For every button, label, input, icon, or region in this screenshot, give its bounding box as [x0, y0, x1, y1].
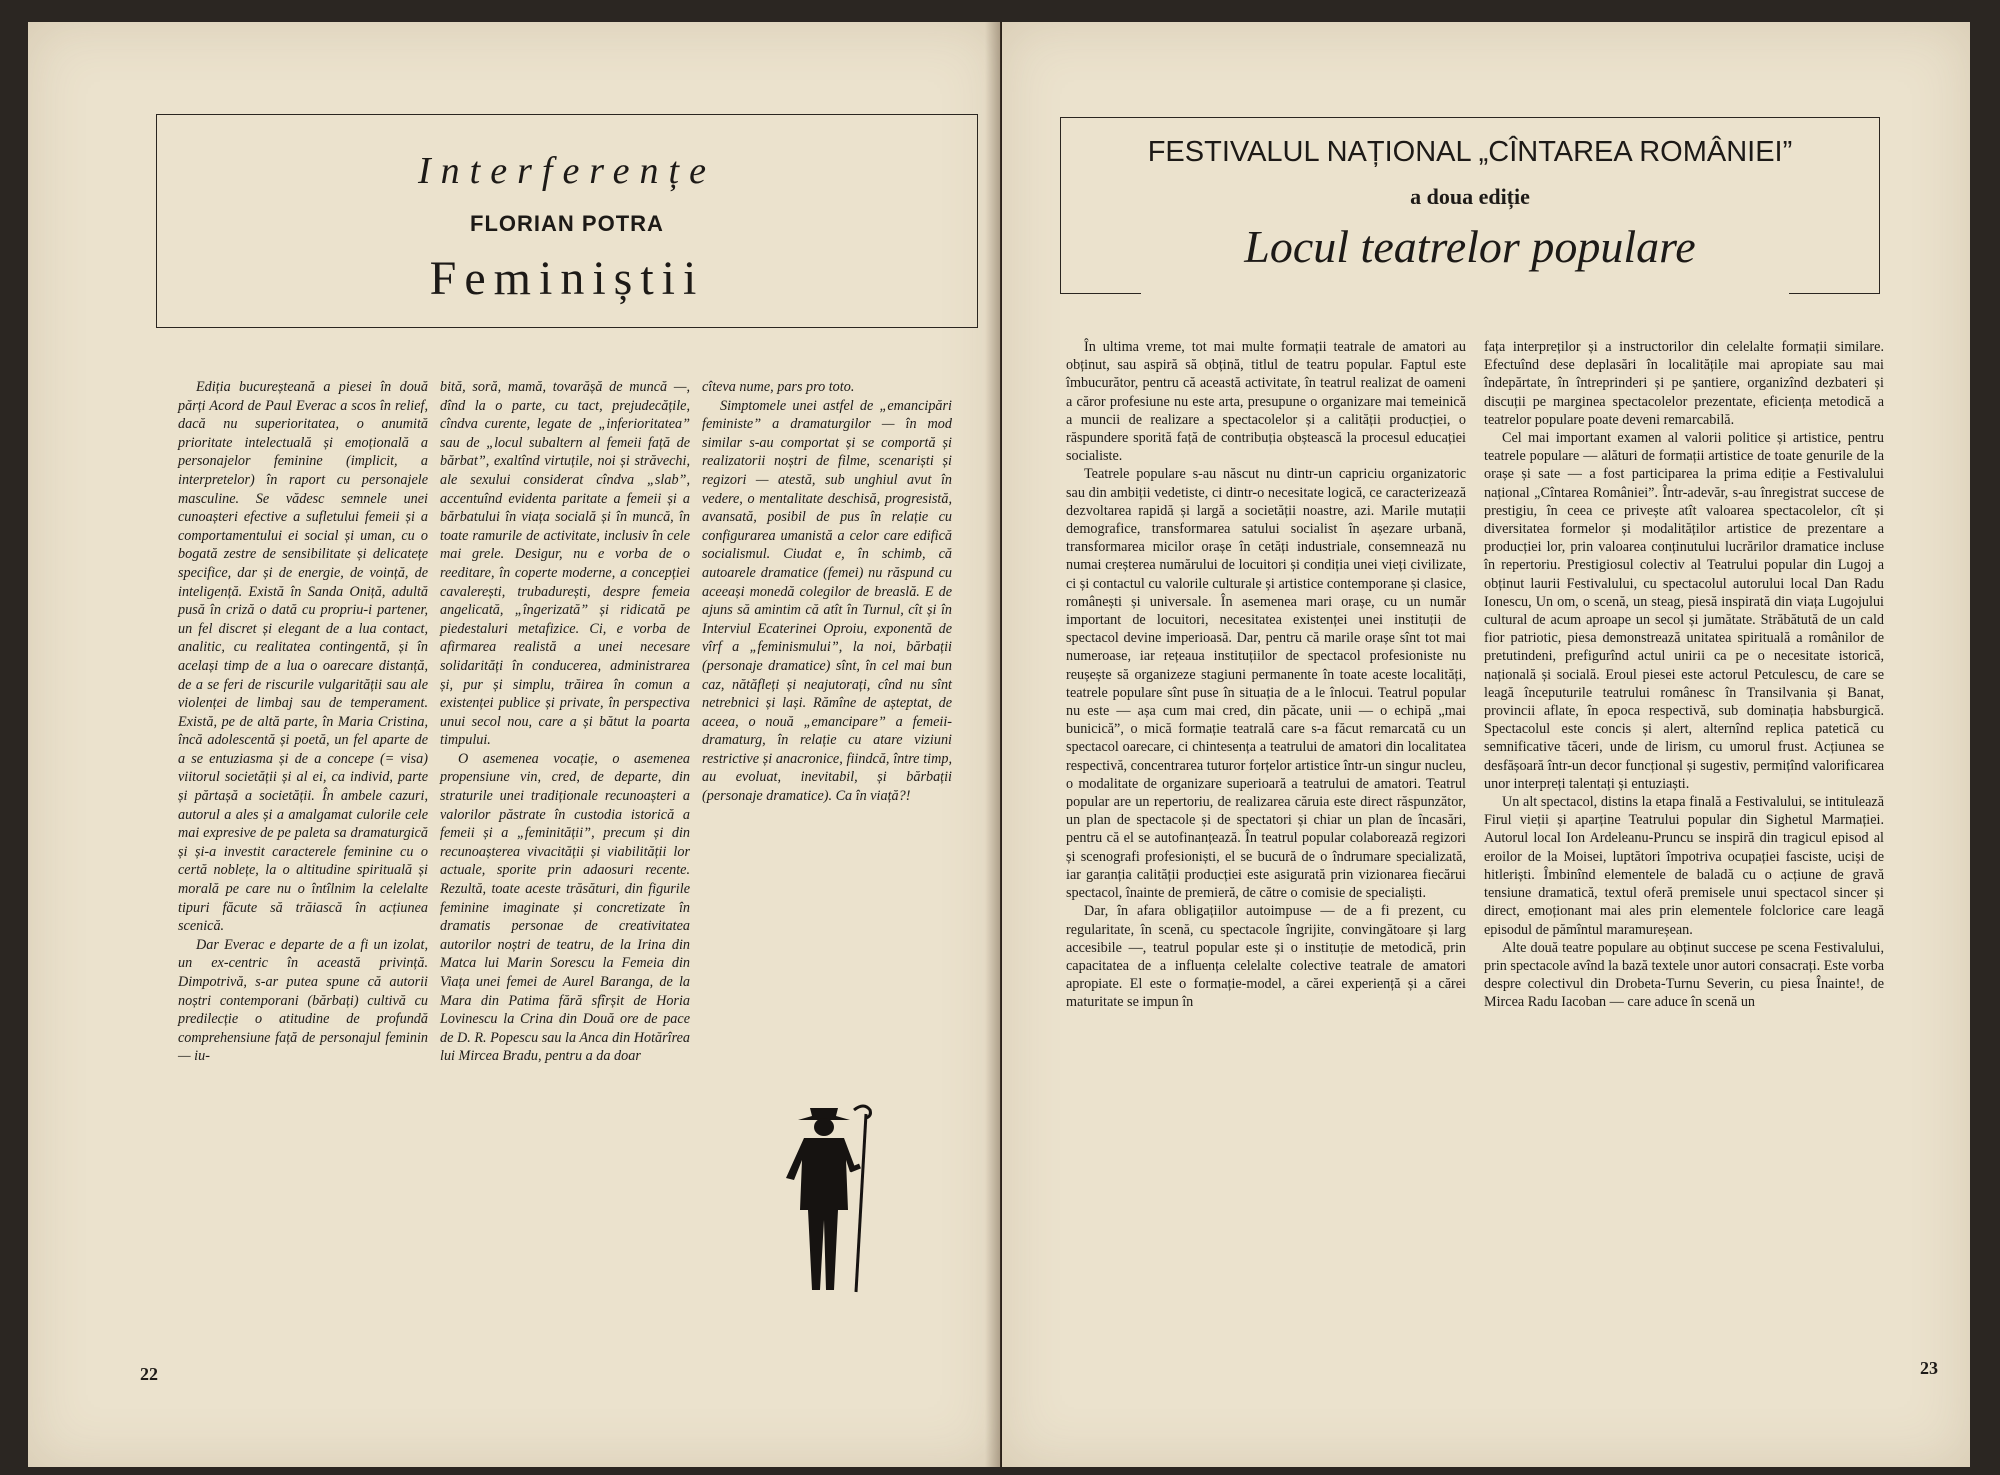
right-page	[1002, 22, 1970, 1467]
paragraph: Simptomele unei astfel de „emancipări feministe” a dramaturgilor — în mod similar s-au comportat și se comportă și realizatorii noștri de filme, scenariști și regizori — atestă, sub unghiul avut în vedere, o mentalitate deschisă, progresistă, avansată, posibil de pus în relație cu configurarea umanistă a celor care edifică socialismul. Ciudat e, în schimb, că autoarele dramatice (femei) nu răspund cu aceeași monedă colegilor de breaslă. E de ajuns să amintim că atît în Turnul, cît și în Interviul Ecaterinei Oproiu, exponentă de vîrf a „feminismului”, la noi, bărbații (personaje dramatice) sînt, în cel mai bun caz, nătăfleți și neajutorați, cînd nu sînt netrebnici și lași. Rămîne de așteptat, de aceea, o nouă „emancipare” a femeii-dramaturg, în relație cu atare viziuni restrictive și anacronice, fiindcă, între timp, au evoluat, inevitabil, și bărbații (personaje dramatice). Ca în viață?!	[702, 397, 952, 805]
paragraph: În ultima vreme, tot mai multe formații teatrale de amatori au obținut, sau aspiră să obțină, titlul de teatru popular. Faptul este îmbucurător, pentru că această activitate, în teatrul realizat de oameni a căror profesiune nu este arta, presupune o organizare mai temeinică a muncii de realizare a spectacolelor și a calității producției, o răspundere sporită față de contribuția obștească la procesul educației socialiste.	[1066, 339, 1466, 465]
column-title: Interferențe	[418, 150, 716, 192]
right-header-box	[1060, 117, 1880, 294]
page-number-left: 22	[140, 1364, 158, 1384]
paragraph: bită, soră, mamă, tovarășă de muncă —, dînd la o parte, cu tact, prejudecățile, cîndva curente, legate de „inferioritatea” sau de „locul subaltern al femeii față de bărbat”, exaltînd virtuțile, noi și străvechi, ale sexului considerat cîndva „slab”, accentuînd evidenta paritate a femeii și a bărbatului în viața socială și în muncă, în toate ramurile de activitate, inclusiv în cele mai grele. Desigur, nu e vorba de o reeditare, în coperte moderne, a concepției cavalerești, trubadurești, despre femeia angelicată, „îngerizată” și ridicată pe piedestaluri metafizice. Ci, e vorba de afirmarea realistă a unei necesare solidarități în conducerea, administrarea și, pur și simplu, trăirea în comun a existenței publice și private, în perspectiva unui secol nou, care a și bătut la poarta timpului.	[440, 379, 690, 749]
paragraph: Dar, în afara obligațiilor autoimpuse — de a fi prezent, cu regularitate, în scenă, cu spectacole îngrijite, convingătoare și larg accesibile —, teatrul popular este și o instituție de metodică, prin capacitatea de a influența celelalte colective teatrale de amatori apropiate. El este o formație-model, a cărei experiență și a cărei maturitate se impun în	[1066, 903, 1466, 1011]
festival-heading: FESTIVALUL NAȚIONAL „CÎNTAREA ROMÂNIEI”	[1147, 136, 1793, 168]
paragraph: Dar Everac e departe de a fi un izolat, un ex-centric în această privință. Dimpotrivă, s-ar putea spune că autorii noștri contemporani (bărbați) cultivă cu predilecție o atitudine de profundă comprehensiune față de personajul feminin — iu-	[178, 936, 428, 1065]
paragraph: Un alt spectacol, distins la etapa finală a Festivalului, se intitulează Firul vieții și aparține Teatrului popular din Sighetul Marmației. Autorul local Ion Ardeleanu-Pruncu se inspiră din tragicul episod al eroilor de la Moisei, luptători împotriva ocupației fasciste, uciși de hitleriști. Îmbinînd elementele de baladă cu o acțiune de gravă tensiune dramatică, textul oferă premisele unui spectacol sincer și direct, emoționant mai ales prin elementele folclorice care leagă episodul de pămîntul maramureșean.	[1484, 794, 1884, 938]
rule-right	[1789, 293, 1879, 294]
paragraph: fața interpreților și a instructorilor din celelalte formații similare. Efectuînd dese deplasări în localitățile mai apropiate sau mai îndepărtate, în întreprinderi și pe șantiere, organizînd dezbateri și discuții pe marginea spectacolelor prezentate, eficiența metodică a teatrelor populare poate deveni remarcabilă.	[1484, 339, 1884, 428]
paragraph: Cel mai important examen al valorii politice și artistice, pentru teatrele populare — alături de formații artistice de toate genurile de la orașe și sate — a fost participarea la prima ediție a Festivalului național „Cîntarea României”. Într-adevăr, s-au înregistrat succese de prestigiu, în ceea ce privește atît valoarea spectacolelor, cît și diversitatea formelor și modalităților artistice de prezentare a producției lor, prin valoarea conținutului lucrărilor dramatice incluse în repertoriu. Prestigiosul colectiv al Teatrului popular din Lugoj a obținut laurii Festivalului, cu spectacolul autorului local Dan Radu Ionescu, Un om, o scenă, un steag, piesă inspirată din viața Lugojului cultural de acum aproape un secol și jumătate. Străbătută de un cald fior patriotic, piesa demonstrează unitatea spirituală a românilor de pretutindeni, prefigurînd actul unirii ca pe o necesitate istorică, națională și socială. Eroul piesei este actorul Petculescu, de care se leagă începuturile teatrului românesc în Transilvania și Banat, provincii aflate, în epoca respectivă, sub dominația habsburgică. Spectacolul este concis și alert, alternînd replica patetică cu semnificative tăceri, unde de lirism, cu umorul frust. Acțiunea se desfășoară într-un decor funcțional și sugestiv, permițînd valorificarea unor interpreți talentați și entuziaști.	[1484, 430, 1884, 792]
paragraph: O asemenea vocație, o asemenea propensiune vin, cred, de departe, din straturile unei tradiționale recunoașteri a valorilor păstrate în custodia istorică a femeii și a „feminității”, precum și din recunoașterea vivacității și viabilității lor actuale, sporite prin adaosuri recente. Rezultă, toate aceste trăsături, din figurile feminine imaginate și concretizate în dramatis personae de creativitatea autorilor noștri de teatru, de la Irina din Matca lui Marin Sorescu la Femeia din Viața unei femei de Aurel Baranga, de la Mara din Patima fără sfîrșit de Horia Lovinescu la Crina din Două ore de pace de D. R. Popescu sau la Anca din Hotărîrea lui Mircea Bradu, pentru a da doar	[440, 750, 690, 1065]
page-number-right: 23	[1920, 1358, 1938, 1378]
paragraph: Ediția bucureșteană a piesei în două părți Acord de Paul Everac a scos în relief, dacă nu superioritatea, o anumită prioritate intelectuală și emoțională a personajelor feminine (implicit, a interpretelor) în raport cu personajele masculine. Se vădesc semnele unei cunoașteri efective a sufletului femeii și a comportamentului ei social și uman, cu o bogată zestre de sensibilitate și delicatețe specifice, dar și de energie, de voință, de inteligență. Există în Sanda Oniță, adultă pusă în criză o dată cu propriu-i partener, un fel discret și elegant de a lua contact, analitic, cu realitatea contingentă, și în același timp de a lua o oarecare distanță, de a se feri de riscurile vulgarității sau ale violenței de limbaj sau de temperament. Există, pe de altă parte, în Maria Cristina, încă adolescentă și poetă, un fel aparte de a se entuziasma și de a concepe (= visa) viitorul societății și al ei, ca individ, parte și părtașă a societății. În ambele cazuri, autorul a ales și a amalgamat culorile cele mai expresive de pe paleta sa dramaturgică și și-a investit caracterele feminine cu o certă noblețe, la o altitudine spirituală și morală pe care nu o întîlnim la celelalte tipuri făcute să trăiască în acțiunea scenică.	[178, 379, 428, 935]
author-name: FLORIAN POTRA	[470, 211, 664, 236]
left-header-box	[156, 114, 978, 328]
paragraph: cîteva nume, pars pro toto.	[702, 379, 855, 395]
rule-left	[1061, 293, 1141, 294]
paragraph: Alte două teatre populare au obținut succese pe scena Festivalului, prin spectacole avînd la bază textele unor autori consacrați. Este vorba despre colectivul din Drobeta-Turnu Severin, cu piesa Înainte!, de Mircea Radu Iacoban — care aduce în scenă un	[1484, 939, 1884, 1011]
paragraph: Teatrele populare s-au născut nu dintr-un capriciu organizatoric sau din ambiții vedetiste, ci dintr-o necesitate logică, ce caracterizează dezvoltarea rapidă și largă a societății noastre, azi. Marile mutații demografice, transformarea satului socialist în așezare urbană, transformarea micilor orașe în cetăți industriale, consemnează nu numai creșterea numărului de locuitori și condiția unei vieți civilizate, ci și contactul cu valorile culturale și artistice contemporane și clasice, românești și universale. În asemenea mari orașe, cu un număr important de locuitori, necesitatea existenței unei instituții de spectacol devine imperioasă. Dar, pentru că marile orașe sînt tot mai numeroase, iar rețeaua instituțiilor de spectacol profesioniste nu reușește să organizeze stagiuni permanente în toate aceste localități, teatrele populare sînt puse în situația de a le înlocui. Teatrul popular nu este — așa cum mai cred, din păcate, unii — o echipă „mai bunicică”, o mică formație teatrală care s-a făcut remarcată cu un spectacol oarecare, ci chintesența a teatrului de amatori din localitatea respectivă, concentrarea tuturor forțelor artistice într-un singur nucleu, o modalitate de organizare superioară a teatrului de amatori. Teatrul popular are un repertoriu, de realizarea căruia este direct răspunzător, un plan de spectacole și de spectatori și chiar un plan de încasări, pentru că el se autofinanțează. În teatrul popular colaborează regizori și scenografi profesioniști, el se bucură de o îndrumare specializată, iar garanția calității producției este asigurată prin vizionarea fiecărui spectacol, înainte de premieră, de către o comisie de specialiști.	[1066, 466, 1466, 902]
shepherd-figure-icon	[764, 1100, 884, 1300]
left-page	[28, 22, 1000, 1467]
article-title-left: Feminiștii	[429, 252, 705, 305]
left-column-2	[440, 378, 690, 1066]
right-column-2	[1484, 338, 1884, 1012]
right-column-1	[1066, 338, 1466, 1012]
left-column-3	[702, 378, 952, 806]
article-title-right: Locul teatrelor populare	[1244, 221, 1696, 272]
left-column-1	[178, 378, 428, 1066]
edition-subtitle: a doua ediție	[1410, 184, 1530, 209]
